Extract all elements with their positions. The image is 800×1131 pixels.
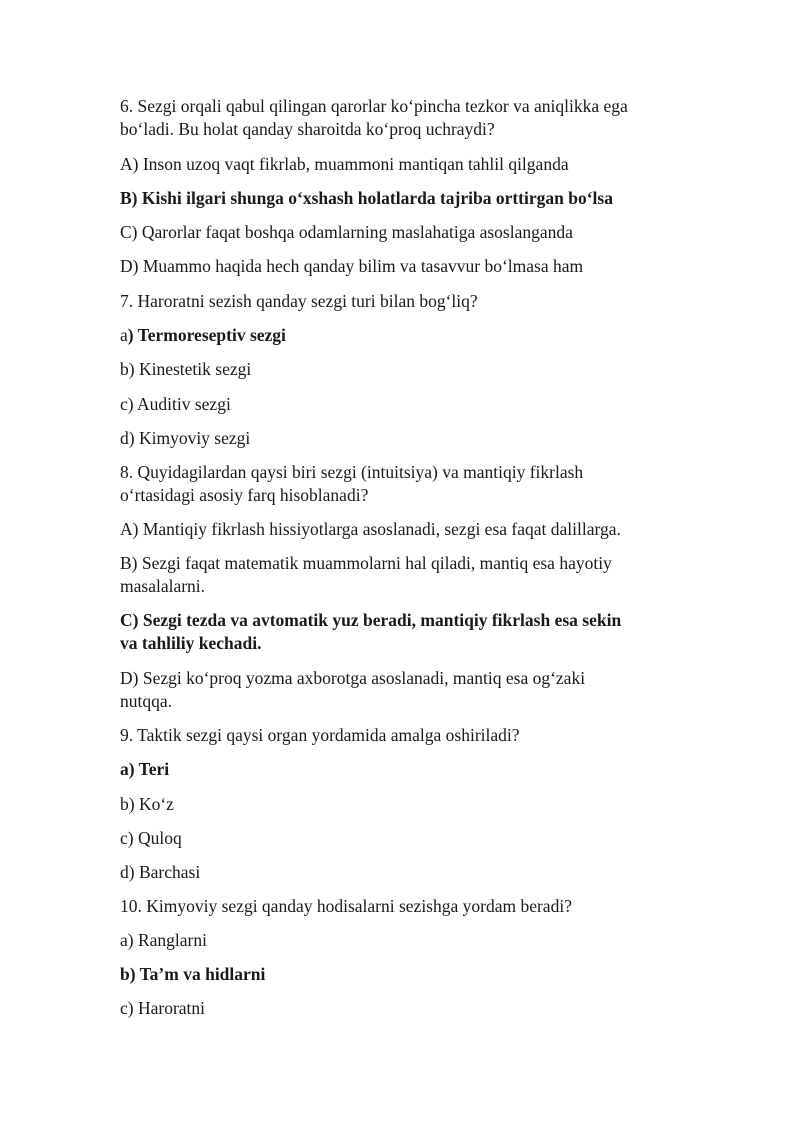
question-9: 9. Taktik sezgi qaysi organ yordamida amalga oshiriladi? — [120, 725, 520, 745]
q9-option-d: d) Barchasi — [120, 862, 201, 882]
q6-option-b-correct: B) Kishi ilgari shunga o‘xshash holatlarda tajriba orttirgan bo‘lsa — [120, 188, 613, 208]
q10-option-c: c) Haroratni — [120, 998, 206, 1018]
question-8-line-1: 8. Quyidagilardan qaysi biri sezgi (intuitsiya) va mantiqiy fikrlash — [120, 462, 584, 482]
q9-option-b: b) Ko‘z — [120, 794, 174, 814]
question-6-line-1: 6. Sezgi orqali qabul qilingan qarorlar ko‘pincha tezkor va aniqlikka ega — [120, 96, 628, 116]
q8-option-b-line-2: masalalarni. — [120, 576, 206, 596]
q8-option-a: A) Mantiqiy fikrlash hissiyotlarga asoslanadi, sezgi esa faqat dalillarga. — [120, 519, 621, 539]
question-8-line-2: o‘rtasidagi asosiy farq hisoblanadi? — [120, 485, 369, 505]
q8-option-c-correct-line-2: va tahliliy kechadi. — [120, 633, 262, 653]
q8-option-d-line-2: nutqqa. — [120, 691, 173, 711]
q8-option-b-line-1: B) Sezgi faqat matematik muammolarni hal qiladi, mantiq esa hayotiy — [120, 553, 612, 573]
question-6-line-2: bo‘ladi. Bu holat qanday sharoitda ko‘proq uchraydi? — [120, 119, 495, 139]
q9-option-c: c) Quloq — [120, 828, 182, 848]
q8-option-d-line-1: D) Sezgi ko‘proq yozma axborotga asoslanadi, mantiq esa og‘zaki — [120, 668, 586, 688]
q6-option-a: A) Inson uzoq vaqt fikrlab, muammoni mantiqan tahlil qilganda — [120, 154, 569, 174]
q7-option-a-text: ) Termoreseptiv sezgi — [127, 325, 286, 345]
q7-option-b: b) Kinestetik sezgi — [120, 359, 252, 379]
q7-option-d: d) Kimyoviy sezgi — [120, 428, 251, 448]
q7-option-a-correct — [120, 324, 680, 347]
q8-option-c-correct-line-1: C) Sezgi tezda va avtomatik yuz beradi, mantiqiy fikrlash esa sekin — [120, 610, 622, 630]
q6-option-c: C) Qarorlar faqat boshqa odamlarning maslahatiga asoslanganda — [120, 222, 573, 242]
question-10: 10. Kimyoviy sezgi qanday hodisalarni sezishga yordam beradi? — [120, 896, 572, 916]
question-7: 7. Haroratni sezish qanday sezgi turi bilan bog‘liq? — [120, 291, 478, 311]
q7-option-a-prefix: a — [120, 325, 128, 345]
q7-option-c: c) Auditiv sezgi — [120, 394, 231, 414]
q10-option-b-correct: b) Ta’m va hidlarni — [120, 964, 266, 984]
q10-option-a: a) Ranglarni — [120, 930, 207, 950]
q9-option-a-correct: a) Teri — [120, 759, 170, 779]
q6-option-d: D) Muammo haqida hech qanday bilim va tasavvur bo‘lmasa ham — [120, 256, 584, 276]
